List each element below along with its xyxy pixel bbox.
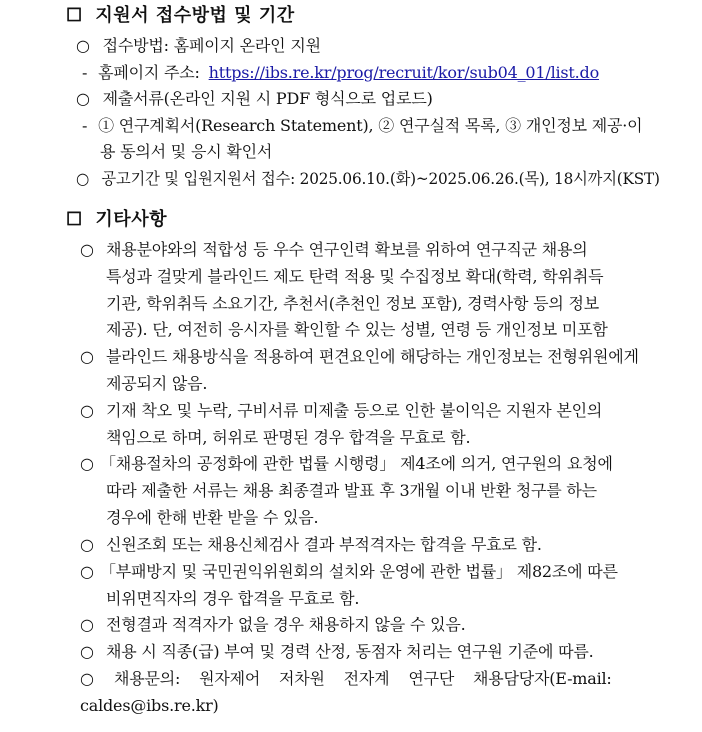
dash-bullet-icon: - (82, 116, 88, 135)
item-line: 신원조회 또는 채용신체검사 결과 부적격자는 합격을 무효로 함. (106, 535, 542, 554)
list-item (76, 169, 660, 189)
item-text-continued: 용 동의서 및 응시 확인서 (100, 142, 273, 161)
item-line: 특성과 걸맞게 블라인드 제도 탄력 적용 및 수집정보 확대(학력, 학위취득 (106, 267, 604, 286)
dash-bullet-icon: - (82, 63, 88, 82)
circle-bullet-icon: ○ (80, 562, 94, 581)
item-text: ① 연구계획서(Research Statement), ② 연구실적 목록, ③ 개인정보 제공·이 (98, 116, 643, 135)
item-text: 접수방법: 홈페이지 온라인 지원 (102, 36, 321, 55)
section-title: 지원서 접수방법 및 기간 (95, 5, 295, 26)
item-line: 경우에 한해 반환 받을 수 있음. (106, 508, 319, 527)
item-line: 비위면직자의 경우 합격을 무효로 함. (106, 589, 360, 608)
item-line: 기재 착오 및 누락, 구비서류 미제출 등으로 인한 불이익은 지원자 본인의 (106, 401, 603, 420)
item-line: 제공되지 않음. (106, 374, 208, 393)
circle-bullet-icon: ○ (76, 36, 90, 55)
circle-bullet-icon: ○ (76, 89, 90, 108)
circle-bullet-icon: ○ (80, 454, 94, 473)
section-title: 기타사항 (95, 209, 167, 230)
homepage-link[interactable]: https://ibs.re.kr/prog/recruit/kor/sub04_01/list.do (208, 63, 600, 82)
item-line: 제공). 단, 여전히 응시자를 확인할 수 있는 성별, 연령 등 개인정보 미포함 (106, 320, 608, 339)
item-line: 책임으로 하며, 허위로 판명된 경우 합격을 무효로 함. (106, 428, 471, 447)
item-line: 채용문의: 원자제어 저차원 전자계 연구단 채용담당자(E-mail: (114, 669, 612, 688)
item-label: 홈페이지 주소: (98, 63, 200, 82)
circle-bullet-icon: ○ (80, 535, 94, 554)
list-item (76, 36, 321, 56)
item-line: 「채용절차의 공정화에 관한 법률 시행령」 제4조에 의거, 연구원의 요청에 (100, 454, 613, 473)
section-heading-application (66, 6, 295, 26)
section-heading-misc (66, 210, 167, 230)
circle-bullet-icon: ○ (80, 240, 94, 259)
item-line: 따라 제출한 서류는 채용 최종결과 발표 후 3개월 이내 반환 청구를 하는 (106, 481, 597, 500)
circle-bullet-icon: ○ (80, 347, 94, 366)
circle-bullet-icon: ○ (80, 669, 94, 688)
item-line: 기관, 학위취득 소요기간, 추천서(추천인 정보 포함), 경력사항 등의 정보 (106, 294, 599, 313)
list-item (82, 63, 599, 83)
item-text: 공고기간 및 입원지원서 접수: 2025.06.10.(화)~2025.06.26.(목), 18시까지(KST) (101, 169, 660, 188)
item-line: 채용분야와의 적합성 등 우수 연구인력 확보를 위하여 연구직군 채용의 (106, 240, 588, 259)
item-line: 전형결과 적격자가 없을 경우 채용하지 않을 수 있음. (106, 615, 466, 634)
checkbox-icon: ☐ (66, 5, 83, 26)
circle-bullet-icon: ○ (80, 615, 94, 634)
list-item (82, 116, 642, 136)
circle-bullet-icon: ○ (76, 169, 90, 188)
item-line: 블라인드 채용방식을 적용하여 편견요인에 해당하는 개인정보는 전형위원에게 (106, 347, 639, 366)
item-text: 제출서류(온라인 지원 시 PDF 형식으로 업로드) (102, 89, 433, 108)
circle-bullet-icon: ○ (80, 642, 94, 661)
item-line: caldes@ibs.re.kr) (80, 696, 219, 715)
list-item (76, 89, 433, 109)
item-line: 채용 시 직종(급) 부여 및 경력 산정, 동점자 처리는 연구원 기준에 따름. (106, 642, 594, 661)
circle-bullet-icon: ○ (80, 401, 94, 420)
checkbox-icon: ☐ (66, 209, 83, 230)
item-line: 「부패방지 및 국민권익위원회의 설치와 운영에 관한 법률」 제82조에 따른 (100, 562, 618, 581)
